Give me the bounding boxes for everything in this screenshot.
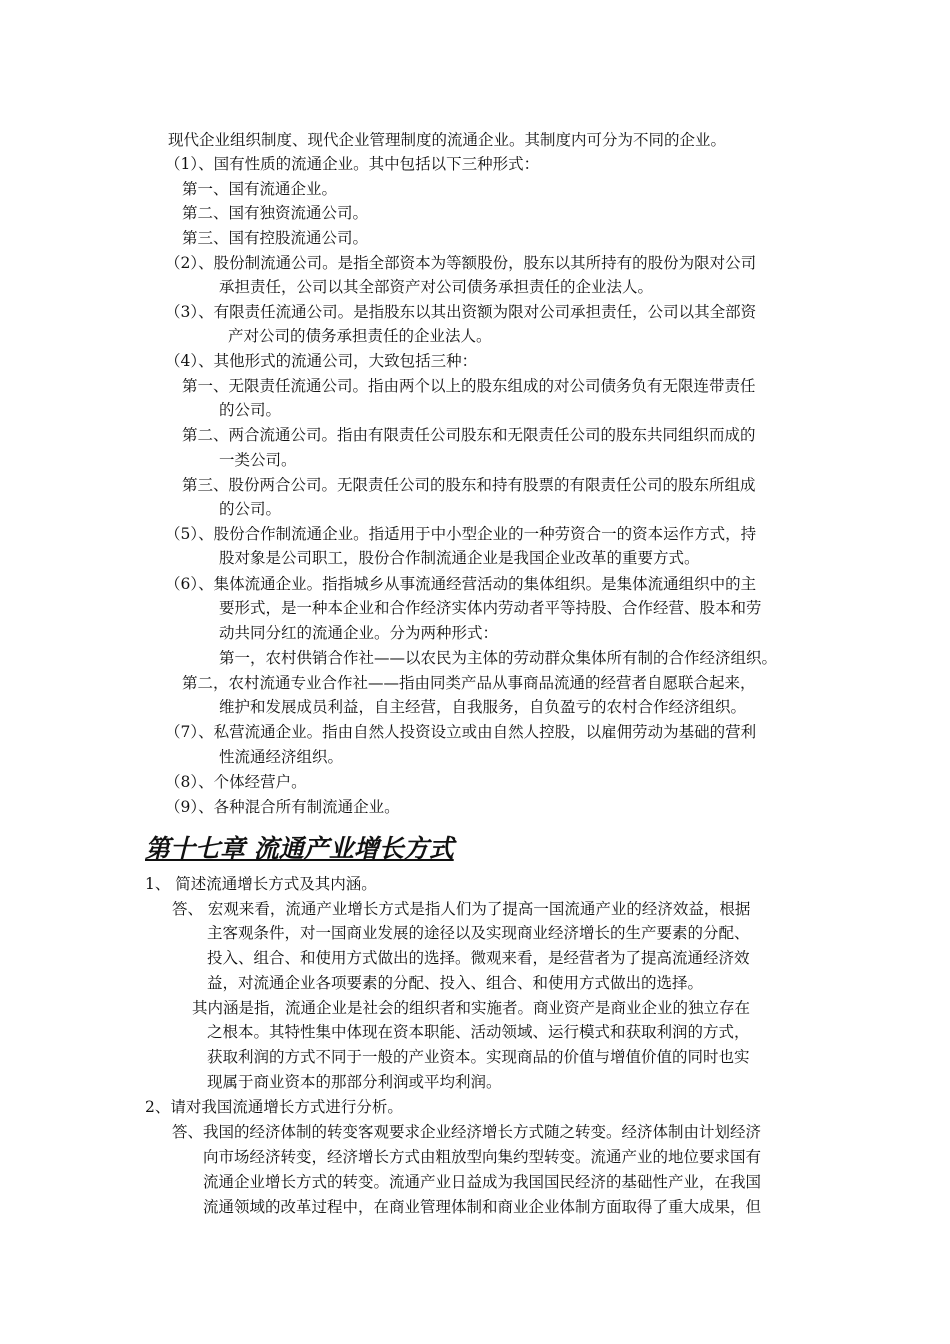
chapter-title: 第十七章 流通产业增长方式 — [145, 834, 454, 863]
list-item: 第二、国有独资流通公司。 — [182, 204, 369, 222]
paragraph-line: 益，对流通企业各项要素的分配、投入、组合、和使用方式做出的选择。 — [207, 974, 704, 992]
paragraph-line: 主客观条件，对一国商业发展的途径以及实现商业经济增长的生产要素的分配、 — [207, 924, 750, 942]
answer-line: 答、 宏观来看，流通产业增长方式是指人们为了提高一国流通产业的经济效益，根据 — [172, 900, 751, 918]
list-item: （2）、股份制流通公司。是指全部资本为等额股份，股东以其所持有的股份为限对公司 — [165, 254, 757, 272]
list-item: （3）、有限责任流通公司。是指股东以其出资额为限对公司承担责任，公司以其全部资 — [165, 303, 757, 321]
paragraph-line: 性流通经济组织。 — [219, 748, 344, 766]
list-item: 第一，农村供销合作社——以农民为主体的劳动群众集体所有制的合作经济组织。 — [219, 649, 778, 667]
list-item: （4）、其他形式的流通公司，大致包括三种： — [165, 352, 478, 370]
paragraph-line: 投入、组合、和使用方式做出的选择。微观来看，是经营者为了提高流通经济效 — [207, 949, 750, 967]
paragraph-line: 动共同分红的流通企业。分为两种形式： — [219, 624, 499, 642]
paragraph-line: 产对公司的债务承担责任的企业法人。 — [228, 327, 492, 345]
paragraph-line: 其内涵是指，流通企业是社会的组织者和实施者。商业资产是商业企业的独立存在 — [192, 999, 751, 1017]
paragraph-line: 之根本。其特性集中体现在资本职能、活动领域、运行模式和获取利润的方式， — [207, 1023, 750, 1041]
answer-line: 答、我国的经济体制的转变客观要求企业经济增长方式随之转变。经济体制由计划经济 — [172, 1123, 762, 1141]
question-line: 1、 简述流通增长方式及其内涵。 — [145, 875, 377, 893]
paragraph-line: 获取利润的方式不同于一般的产业资本。实现商品的价值与增值价值的同时也实 — [207, 1048, 750, 1066]
paragraph-line: 维护和发展成员利益，自主经营，自我服务，自负盈亏的农村合作经济组织。 — [219, 698, 747, 716]
list-item: 第三、股份两合公司。无限责任公司的股东和持有股票的有限责任公司的股东所组成 — [182, 476, 756, 494]
paragraph-line: 股对象是公司职工，股份合作制流通企业是我国企业改革的重要方式。 — [219, 549, 700, 567]
question-line: 2、请对我国流通增长方式进行分析。 — [145, 1098, 403, 1116]
paragraph-line: 流通企业增长方式的转变。流通产业日益成为我国国民经济的基础性产业，在我国 — [203, 1173, 762, 1191]
paragraph-line: 一类公司。 — [219, 451, 297, 469]
list-item: （6）、集体流通企业。指指城乡从事流通经营活动的集体组织。是集体流通组织中的主 — [165, 575, 757, 593]
list-item: （7）、私营流通企业。指由自然人投资设立或由自然人控股，以雇佣劳动为基础的营利 — [165, 723, 757, 741]
list-item: （9）、各种混合所有制流通企业。 — [165, 798, 400, 816]
list-item: 第三、国有控股流通公司。 — [182, 229, 369, 247]
paragraph-line: 要形式，是一种本企业和合作经济实体内劳动者平等持股、合作经营、股本和劳 — [219, 599, 762, 617]
list-item: 第一、无限责任流通公司。指由两个以上的股东组成的对公司债务负有无限连带责任 — [182, 377, 756, 395]
paragraph-line: 向市场经济转变，经济增长方式由粗放型向集约型转变。流通产业的地位要求国有 — [203, 1148, 762, 1166]
list-item: （8）、个体经营户。 — [165, 773, 307, 791]
list-item: （5）、股份合作制流通企业。指适用于中小型企业的一种劳资合一的资本运作方式，持 — [165, 525, 757, 543]
paragraph-line: 承担责任，公司以其全部资产对公司债务承担责任的企业法人。 — [219, 278, 654, 296]
paragraph-line: 现代企业组织制度、现代企业管理制度的流通企业。其制度内可分为不同的企业。 — [168, 131, 727, 149]
list-item: 第二、两合流通公司。指由有限责任公司股东和无限责任公司的股东共同组织而成的 — [182, 426, 756, 444]
list-item: 第二，农村流通专业合作社——指由同类产品从事商品流通的经营者自愿联合起来， — [182, 674, 756, 692]
list-item: （1）、国有性质的流通企业。其中包括以下三种形式： — [165, 155, 540, 173]
paragraph-line: 的公司。 — [219, 500, 282, 518]
paragraph-line: 流通领域的改革过程中，在商业管理体制和商业企业体制方面取得了重大成果，但 — [203, 1198, 762, 1216]
paragraph-line: 的公司。 — [219, 401, 282, 419]
paragraph-line: 现属于商业资本的那部分利润或平均利润。 — [207, 1073, 502, 1091]
list-item: 第一、国有流通企业。 — [182, 180, 338, 198]
